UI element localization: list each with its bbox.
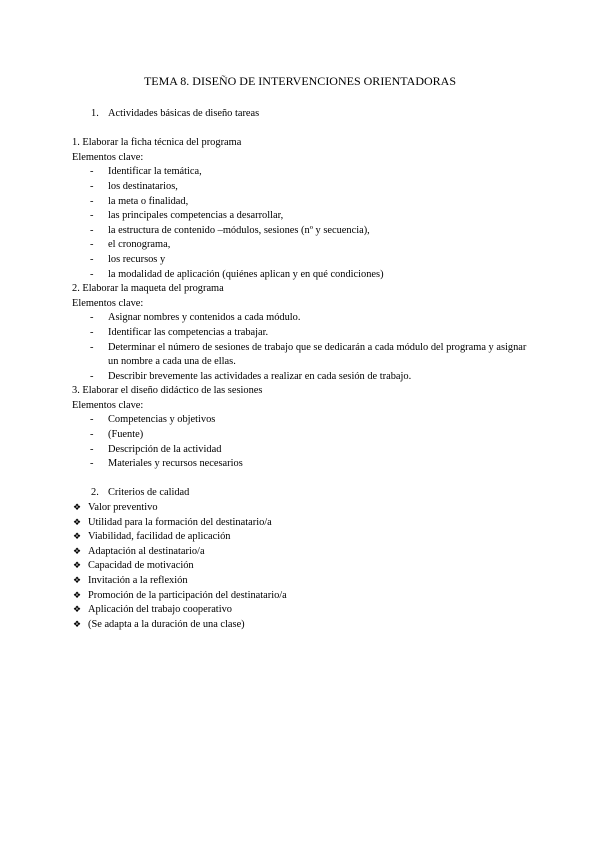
list-item: - Materiales y recursos necesarios — [72, 457, 532, 472]
dash-marker: - — [90, 253, 94, 265]
dash-marker: - — [90, 239, 94, 251]
list-item: - Identificar la temática, — [72, 165, 532, 180]
list-item: - las principales competencias a desarrollar, — [72, 209, 532, 224]
criteria-item: ❖ Adaptación al destinatario/a — [72, 545, 532, 560]
section-number: 1. — [91, 108, 99, 119]
dash-marker: - — [90, 370, 94, 382]
criteria-item: ❖ Aplicación del trabajo cooperativo — [72, 603, 532, 618]
criteria-item: ❖ Capacidad de motivación — [72, 559, 532, 574]
section-heading-criteria — [72, 486, 532, 501]
diamond-bullet-icon: ❖ — [73, 576, 82, 586]
step-heading: 2. Elaborar la maqueta del programa — [72, 283, 224, 295]
dash-marker: - — [90, 429, 94, 441]
list-item: - Describir brevemente las actividades a realizar en cada sesión de trabajo. — [72, 370, 532, 385]
list-item: - la meta o finalidad, — [72, 195, 532, 210]
list-item: - los destinatarios, — [72, 180, 532, 195]
section-number: 2. — [91, 487, 99, 499]
step-heading: 1. Elaborar la ficha técnica del programa — [72, 137, 242, 149]
step-subheading: Elementos clave: — [72, 399, 144, 411]
diamond-bullet-icon: ❖ — [73, 619, 82, 630]
step-subheading: Elementos clave: — [72, 151, 144, 163]
content-body — [72, 107, 532, 632]
criteria-item: ❖ Promoción de la participación del destinatario/a — [72, 589, 532, 604]
diamond-bullet-icon: ❖ — [73, 517, 82, 528]
list-item: - la modalidad de aplicación (quiénes aplican y en qué condiciones) — [72, 268, 532, 283]
dash-marker: - — [90, 414, 94, 426]
dash-marker: - — [90, 326, 94, 338]
list-item: - los recursos y — [72, 253, 532, 268]
dash-marker: - — [90, 166, 94, 178]
criteria-item: ❖ (Se adapta a la duración de una clase) — [72, 618, 532, 633]
list-item: - Descripción de la actividad — [72, 443, 532, 458]
dash-marker: - — [90, 180, 94, 192]
diamond-bullet-icon: ❖ — [73, 590, 82, 601]
dash-marker: - — [90, 458, 94, 470]
criteria-item: ❖ Utilidad para la formación del destinatario/a — [72, 516, 532, 531]
dash-marker: - — [90, 195, 94, 207]
dash-marker: - — [90, 312, 94, 324]
list-item: - (Fuente) — [72, 428, 532, 443]
page-title: TEMA 8. DISEÑO DE INTERVENCIONES ORIENTADORAS — [143, 74, 457, 88]
section-title: Actividades básicas de diseño tareas — [108, 108, 260, 119]
diamond-bullet-icon: ❖ — [73, 532, 82, 543]
list-item: - Determinar el número de sesiones de trabajo que se dedicarán a cada módulo del programa y asignar un nombre a cada una de ellas. — [90, 341, 527, 368]
list-item: - el cronograma, — [72, 238, 532, 253]
dash-marker: - — [90, 443, 94, 455]
dash-marker: - — [90, 224, 94, 236]
step-heading: 3. Elaborar el diseño didáctico de las sesiones — [72, 385, 263, 397]
diamond-bullet-icon: ❖ — [73, 605, 82, 616]
diamond-bullet-icon: ❖ — [73, 561, 82, 572]
dash-marker: - — [90, 341, 94, 353]
section-title: Criterios de calidad — [108, 487, 190, 499]
diamond-bullet-icon: ❖ — [73, 503, 82, 514]
diamond-bullet-icon: ❖ — [73, 546, 82, 557]
list-item: - Asignar nombres y contenidos a cada módulo. — [72, 311, 532, 326]
dash-marker: - — [90, 268, 94, 280]
list-item: - Identificar las competencias a trabajar. — [72, 326, 532, 341]
criteria-item: ❖ Invitación a la reflexión — [72, 574, 532, 589]
criteria-item: ❖ Viabilidad, facilidad de aplicación — [72, 530, 532, 545]
dash-marker: - — [90, 210, 94, 222]
section-heading-activities — [72, 107, 532, 122]
list-item: - la estructura de contenido –módulos, sesiones (nº y secuencia), — [72, 224, 532, 239]
step-subheading: Elementos clave: — [72, 297, 144, 309]
criteria-item: ❖ Valor preventivo — [72, 501, 532, 516]
list-item: - Competencias y objetivos — [72, 413, 532, 428]
